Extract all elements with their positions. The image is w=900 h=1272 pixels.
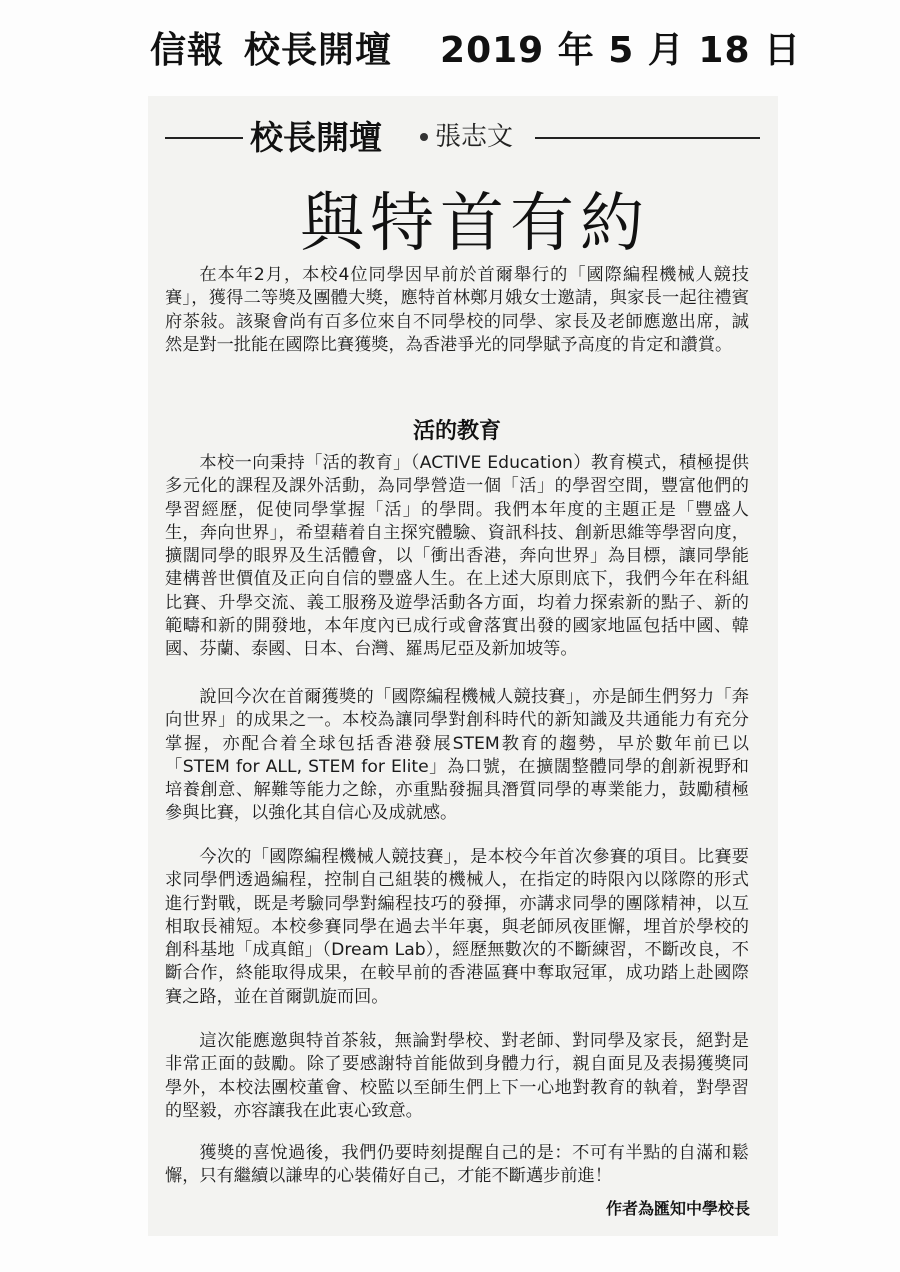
newspaper-name: 信報 [150,30,225,71]
article-paragraph: 今次的「國際編程機械人競技賽」，是本校今年首次參賽的項目。比賽要求同學們透過編程，控制自己組裝的機械人，在指定的時限內以隊際的形式進行對戰，既是考驗同學對編程技巧的發揮，亦講求同學的團隊精神，以互相取長補短。本校參賽同學在過去半年裏，與老師夙夜匪懈，埋首於學校的創科基地「成真館」（Dream Lab），經歷無數次的不斷練習，不斷改良，不斷合作，終能取得成果，在較早前的香港區賽中奪取冠軍，成功踏上赴國際賽之路，並在首爾凱旋而回。 [165,847,749,1007]
article-paragraph: 這次能應邀與特首茶敍，無論對學校、對老師、對同學及家長，絕對是非常正面的鼓勵。除了要感謝特首能做到身體力行，親自面見及表揚獲獎同學外，本校法團校董會、校監以至師生們上下一心地對教育的執着，對學習的堅毅，亦容讓我在此衷心致意。 [165,1031,749,1121]
article-paragraph: 說回今次在首爾獲獎的「國際編程機械人競技賽」，亦是師生們努力「奔向世界」的成果之一。本校為讓同學對創科時代的新知識及共通能力有充分掌握，亦配合着全球包括香港發展STEM教育的趨勢，早於數年前已以「STEM for ALL, STEM for Elite」為口號，在擴闊整體同學的創新視野和培養創意、解難等能力之餘，亦重點發掘具潛質同學的專業能力，鼓勵積極參與比賽，以強化其自信心及成就感。 [165,687,749,824]
article-subheading: 活的教育 [412,419,501,444]
article-paragraph: 本校一向秉持「活的教育」（ACTIVE Education）教育模式，積極提供多元化的課程及課外活動，為同學營造一個「活」的學習空間，豐富他們的學習經歷，促使同學掌握「活」的學問。我們本年度的主題正是「豐盛人生，奔向世界」，希望藉着自主探究體驗、資訊科技、創新思維等學習向度，擴闊同學的眼界及生活體會，以「衝出香港，奔向世界」為目標，讓同學能建構普世價值及正向自信的豐盛人生。在上述大原則底下，我們今年在科組比賽、升學交流、義工服務及遊學活動各方面，均着力探索新的點子、新的範疇和新的開發地，本年度內已成行或會落實出發的國家地區包括中國、韓國、芬蘭、泰國、日本、台灣、羅馬尼亞及新加坡等。 [165,453,749,660]
page-header [150,22,802,82]
author-byline: 作者為匯知中學校長 [605,1199,750,1218]
column-rule-left [165,137,243,139]
article-paragraph: 在本年2月，本校4位同學因早前於首爾舉行的「國際編程機械人競技賽」，獲得二等獎及團體大獎，應特首林鄭月娥女士邀請，與家長一起往禮賓府茶敍。該聚會尚有百多位來自不同學校的同學、家長及老師應邀出席，誠然是對一批能在國際比賽獲獎，為香港爭光的同學賦予高度的肯定和讚賞。 [165,265,749,355]
column-separator-dot [420,133,428,141]
column-rule-right [535,137,760,139]
article-paragraph: 獲獎的喜悅過後，我們仍要時刻提醒自己的是：不可有半點的自滿和鬆懈，只有繼續以謙卑的心裝備好自己，才能不斷邁步前進！ [165,1143,749,1187]
header-column-name: 校長開壇 [244,30,393,71]
publication-date: 2019 年 5 月 18 日 [440,30,802,71]
column-title: 校長開壇 [250,118,382,157]
column-author: 張志文 [435,122,514,152]
article-headline: 與特首有約 [300,187,650,261]
